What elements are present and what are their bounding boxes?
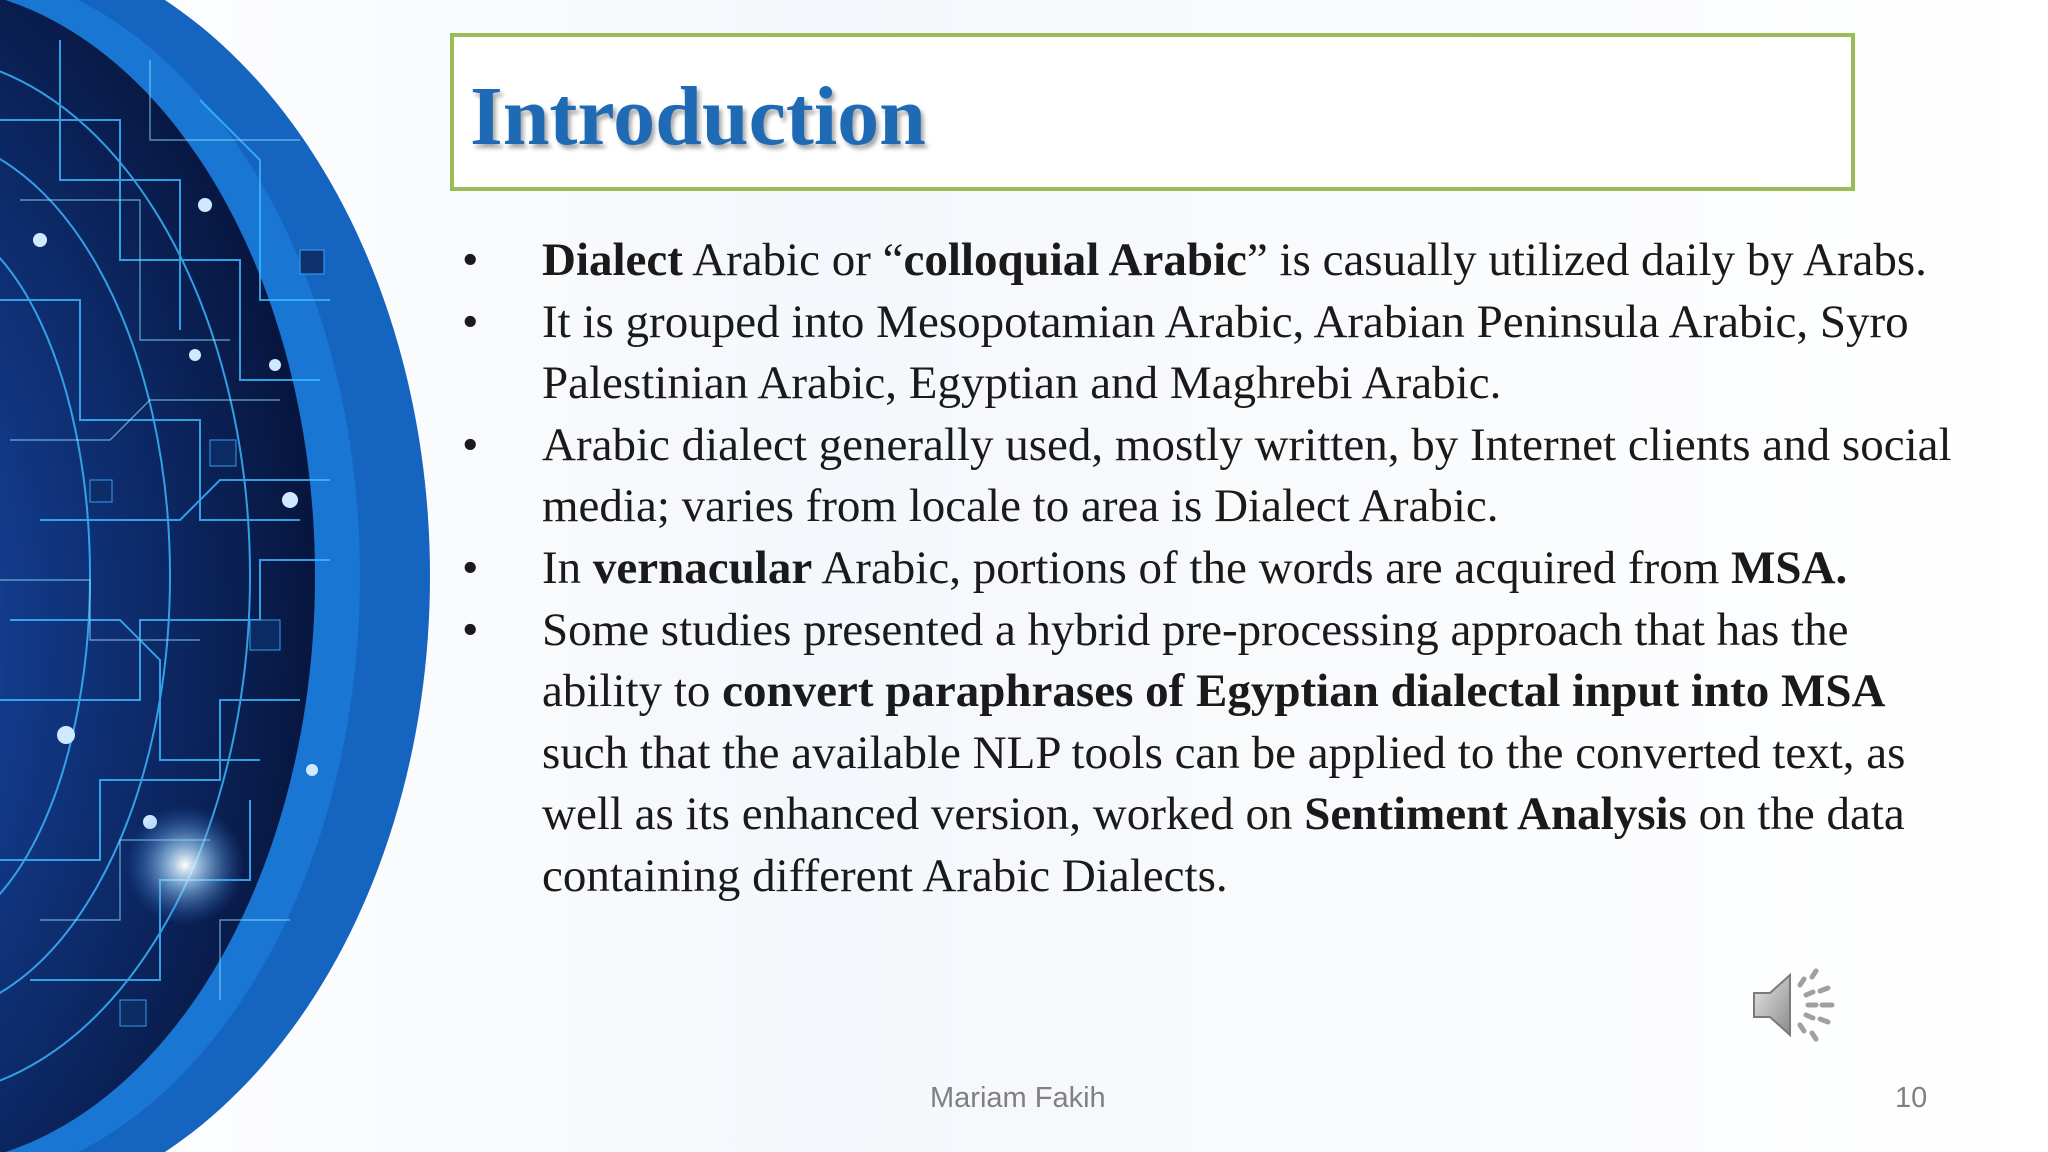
bold-text: Sentiment Analysis (1304, 788, 1687, 841)
bold-text: MSA. (1731, 541, 1848, 594)
bullet-symbol: • (462, 603, 479, 656)
bullet-item (462, 600, 1952, 908)
bullet-text: Arabic dialect generally used, mostly written, by Internet clients and social media; varies from locale to area is Dialect Arabic. (542, 418, 1952, 533)
bullet-item (462, 230, 1952, 292)
bullet-text: Arabic, portions of the words are acquired from (812, 541, 1732, 594)
bold-text: Dialect (542, 234, 683, 286)
bullet-symbol: • (462, 295, 479, 348)
bullet-symbol: • (462, 234, 479, 286)
bullet-item (462, 415, 1952, 538)
bold-text: vernacular (592, 541, 813, 594)
bullet-list (462, 230, 1952, 908)
speaker-icon[interactable] (1740, 955, 1840, 1055)
bullet-symbol: • (462, 541, 479, 594)
bold-text: colloquial Arabic (903, 234, 1247, 286)
bullet-text: Some studies presented a hybrid pre-processing approach that has the ability to (542, 603, 1849, 718)
bullet-text: It is grouped into Mesopotamian Arabic, Arabian Peninsula Arabic, Syro Palestinian Arabic, Egyptian and Maghrebi Arabic. (542, 295, 1909, 410)
footer-author: Mariam Fakih (930, 1082, 1106, 1114)
bullet-text: on the data containing different Arabic Dialects. (542, 788, 1905, 902)
page-number: 10 (1895, 1082, 1928, 1114)
slide-title: Introduction (470, 70, 926, 163)
title-box (450, 33, 1855, 191)
bullet-text: ” is casually utilized daily by Arabs. (1246, 234, 1927, 286)
bullet-text: such that the available NLP tools can be applied to the converted text, as well as its enhanced version, worked on (542, 726, 1906, 841)
bullet-item (462, 538, 1952, 600)
bullet-text: Arabic or “ (682, 234, 904, 286)
bullet-symbol: • (462, 418, 479, 471)
bullet-text: In (542, 541, 593, 594)
bold-text: convert paraphrases of Egyptian dialectal input into MSA (722, 665, 1886, 718)
bullet-item (462, 292, 1952, 415)
